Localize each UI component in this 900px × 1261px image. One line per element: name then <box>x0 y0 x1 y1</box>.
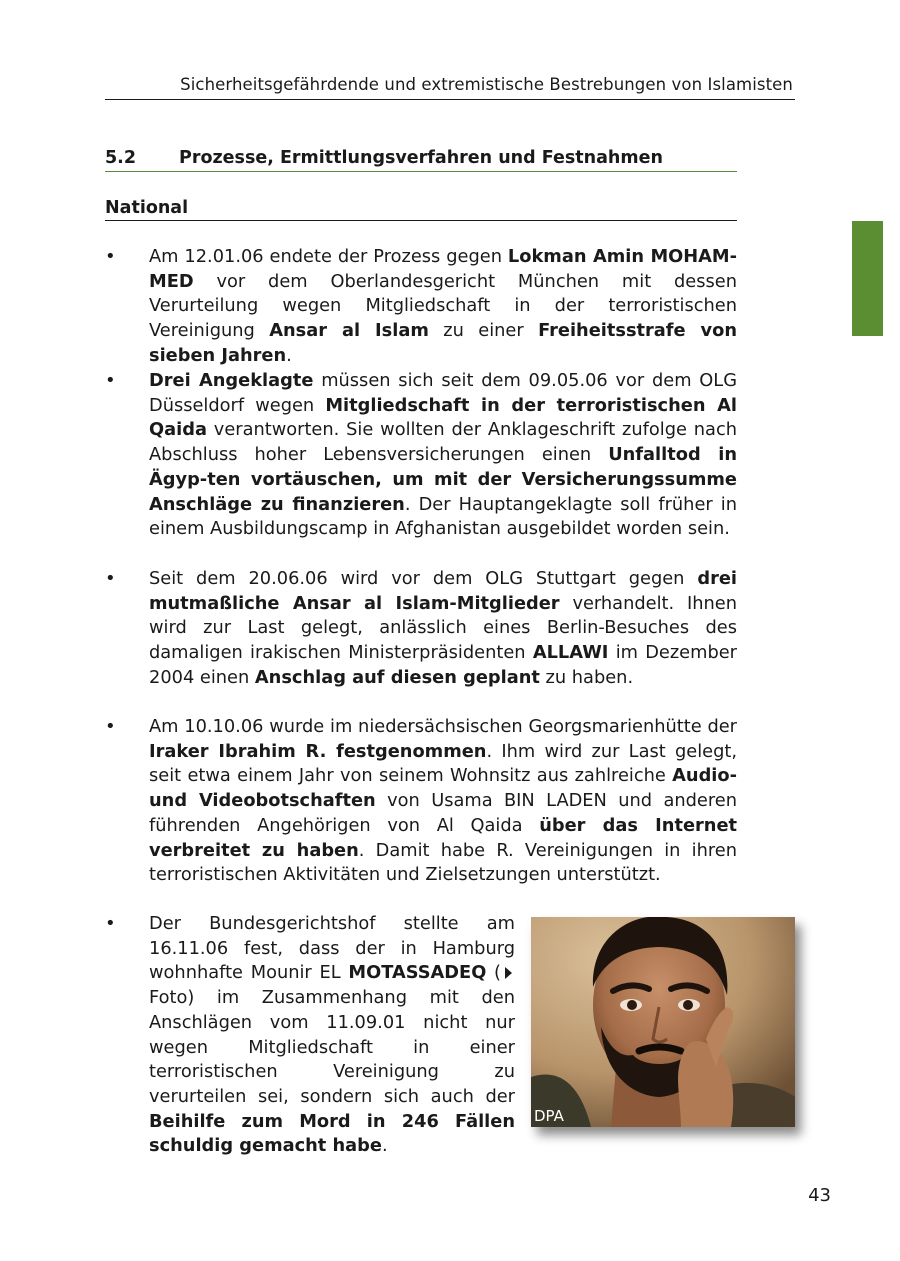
bullet-icon: • <box>105 568 116 589</box>
subsection-heading: National <box>105 198 737 221</box>
page-number: 43 <box>808 1185 831 1206</box>
list-item <box>105 369 737 542</box>
text-run: . Der Hauptangeklagte soll früher in einem Ausbildungscamp in Afghanistan ausgebildet worden sein. <box>149 493 737 540</box>
bold-text: Lokman Amin MOHAM-MED <box>149 246 738 292</box>
bold-text: Iraker Ibrahim R. festgenommen <box>149 740 487 762</box>
list-item-text <box>149 245 737 369</box>
text-run: müssen sich seit dem 09.05.06 vor dem OLG Düsseldorf wegen <box>149 370 737 416</box>
text-run: zu haben. <box>539 666 634 688</box>
text-run: Am 12.01.06 endete der Prozess gegen <box>149 246 508 267</box>
text-run: . Ihm wird zur Last gelegt, seit etwa einem Jahr von seinem Wohnsitz aus zahlreiche <box>149 740 737 787</box>
arrow-right-icon <box>505 967 512 979</box>
bold-text: Beihilfe zum Mord in 246 Fällen schuldig gemacht habe <box>149 1110 515 1157</box>
bullet-icon: • <box>105 716 116 737</box>
bold-text: drei mutmaßliche Ansar al Islam-Mitglieder <box>149 568 737 614</box>
bold-text: Mitgliedschaft in der terroristischen Al Qaida <box>149 394 737 441</box>
list-item-text <box>149 369 737 542</box>
bullet-icon: • <box>105 246 116 267</box>
bold-text: Anschlag auf diesen geplant <box>254 666 540 688</box>
bullet-icon: • <box>105 370 116 391</box>
text-run: verantworten. Sie wollten der Anklageschrift zufolge nach Abschluss hoher Lebensversicherungen einen <box>149 419 737 466</box>
text-run: ) im Zusammenhang mit den Anschlägen vom 11.09.01 nicht nur wegen Mitgliedschaft in einer terroristischen Vereinigung zu verurteilen sei, sondern sich auch der <box>149 987 515 1107</box>
photo-credit: DPA <box>534 1107 564 1125</box>
bold-text: MOTASSADEQ <box>348 962 487 984</box>
bold-text: Drei Angeklagte <box>149 370 314 391</box>
text-run: . <box>381 1135 388 1157</box>
bold-text: Freiheitsstrafe von sieben Jahren <box>149 320 738 366</box>
text-run: Am 10.10.06 wurde im niedersächsischen Georgsmarienhütte der <box>149 716 737 737</box>
bullet-icon: • <box>105 913 116 934</box>
list-item <box>105 912 515 1159</box>
list-item <box>105 567 737 691</box>
bold-text: ALLAWI <box>532 642 609 664</box>
text-run: ( <box>486 962 501 984</box>
text-run: verhandelt. Ihnen wird zur Last gelegt, anlässlich eines Berlin-Besuches des damaligen irakischen Ministerpräsidenten <box>149 592 737 664</box>
portrait-photo <box>531 917 795 1127</box>
bold-text: über das Internet verbreitet zu haben <box>149 814 737 861</box>
portrait-illustration <box>531 917 795 1127</box>
list-item-text <box>149 567 737 691</box>
text-run: . <box>286 344 292 366</box>
text-run: vor dem Oberlandesgericht München mit dessen Verurteilung wegen Mitgliedschaft in der terroristischen Vereinigung <box>149 270 737 342</box>
text-run: Der Bundesgerichtshof stellte am 16.11.06 fest, dass der in Hamburg wohnhafte Mounir EL <box>149 913 515 984</box>
text-run: zu einer <box>428 320 539 342</box>
list-item <box>105 715 737 888</box>
text-run: im Dezember 2004 einen <box>149 642 737 688</box>
list-item-text <box>149 715 737 888</box>
text-run: Seit dem 20.06.06 wird vor dem OLG Stuttgart gegen <box>149 568 698 589</box>
list-item <box>105 245 737 369</box>
bold-text: Ansar al Islam <box>269 320 429 342</box>
text-run: von Usama BIN LADEN und anderen führenden Angehörigen von Al Qaida <box>149 790 737 836</box>
section-title: Prozesse, Ermittlungsverfahren und Festnahmen <box>179 148 663 168</box>
bold-text: Audio- und Videobotschaften <box>149 765 737 812</box>
photo-reference: Foto <box>149 987 188 1009</box>
chapter-tab-marker <box>852 221 883 336</box>
bold-text: Unfalltod in Ägyp-ten vortäuschen, um mit der Versicherungssumme Anschläge zu finanzieren <box>149 444 737 515</box>
running-header: Sicherheitsgefährdende und extremistische Bestrebungen von Islamisten <box>105 75 795 100</box>
list-item-text <box>149 912 515 1159</box>
section-heading <box>105 148 737 172</box>
text-run: . Damit habe R. Vereinigungen in ihren terroristischen Aktivitäten und Zielsetzungen unterstützt. <box>149 839 737 886</box>
section-number: 5.2 <box>105 148 137 168</box>
